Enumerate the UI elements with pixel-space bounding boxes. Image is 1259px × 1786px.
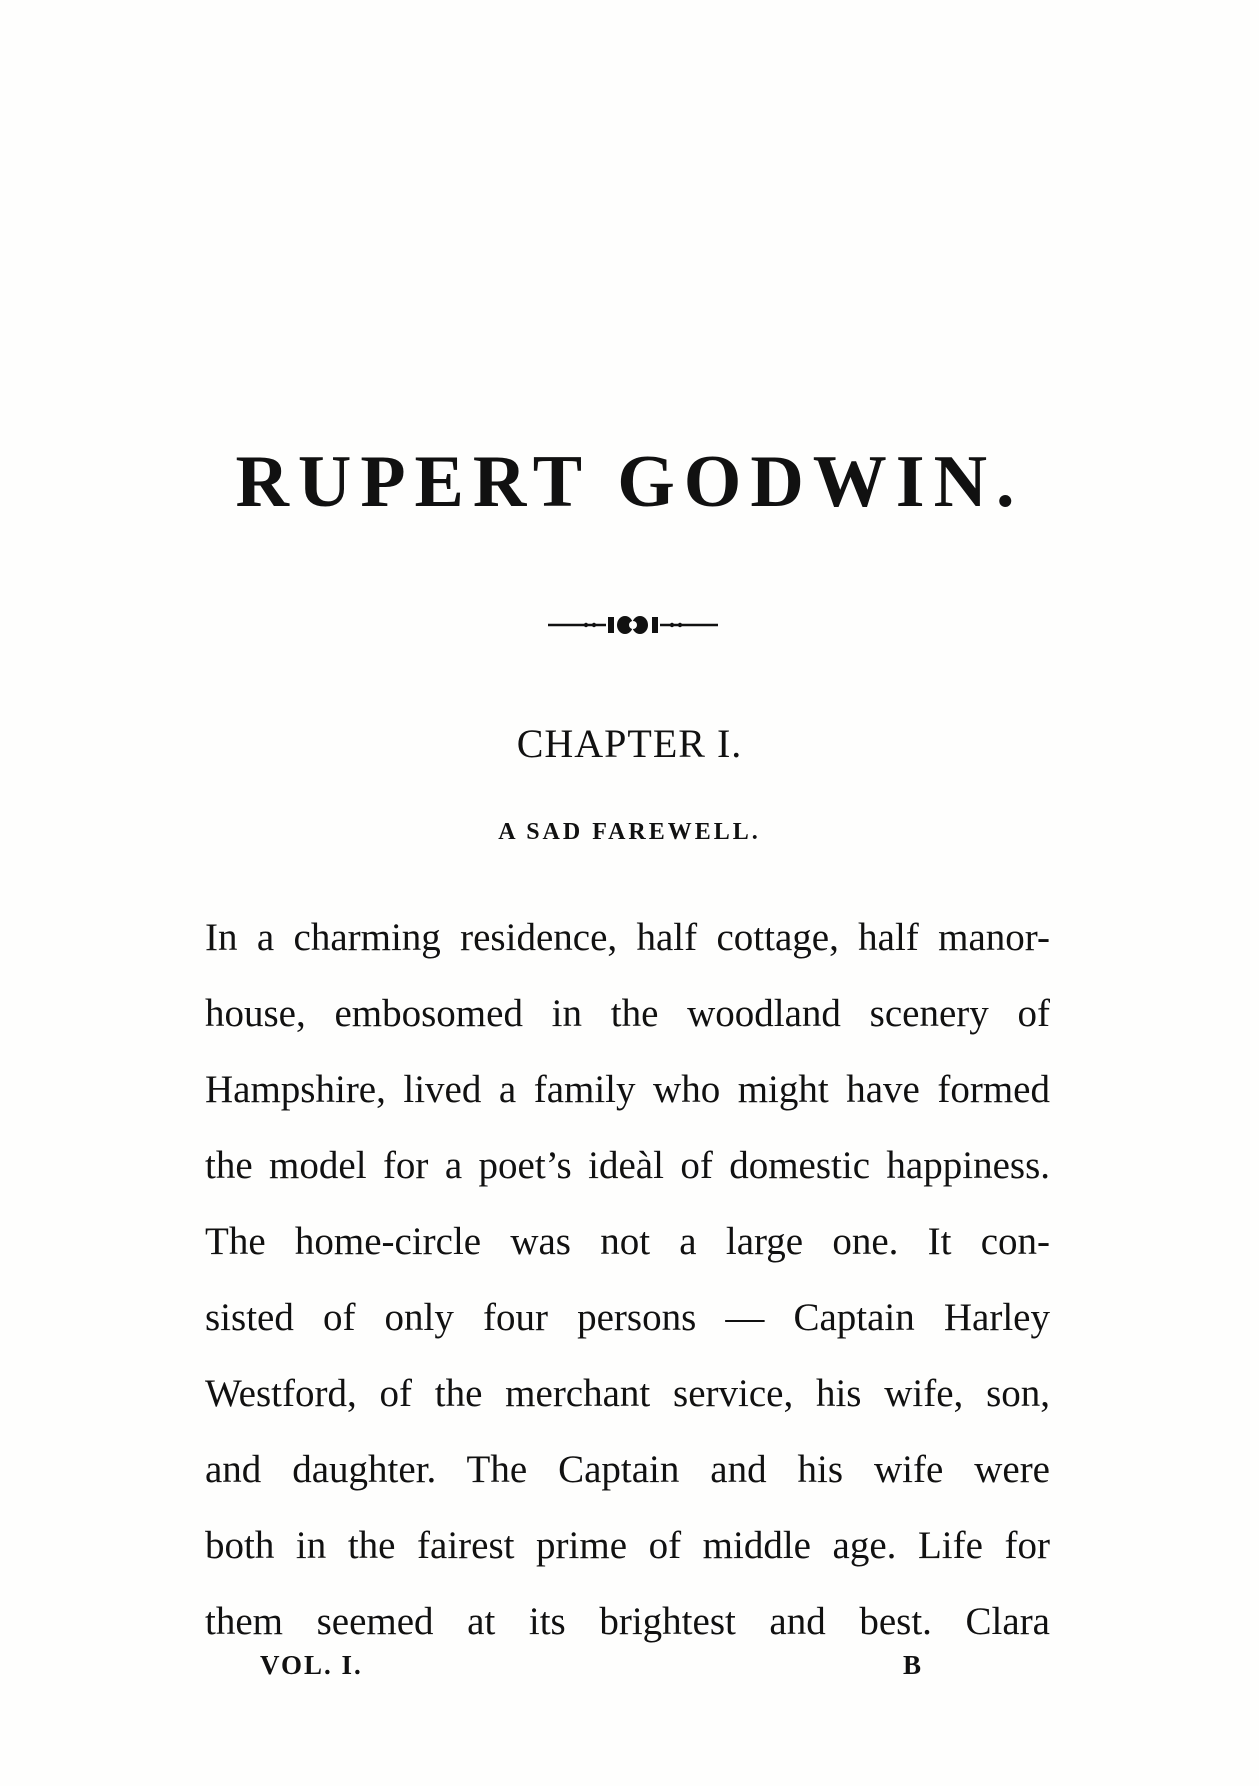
text-line [205,1280,1050,1356]
text-line-content: Hampshire, lived a family who might have formed [205,1068,1050,1111]
chapter-heading: CHAPTER I. [516,721,743,766]
text-line-content: house, embosomed in the woodland scenery of [205,992,1050,1035]
page-footer [0,1650,1259,1690]
signature-mark: B [903,1650,922,1680]
volume-label: VOL. I. [260,1650,363,1680]
text-line [205,1432,1050,1508]
text-line [205,1584,1050,1660]
text-line-content: The home-circle was not a large one. It con- [205,1220,1050,1263]
book-title: RUPERT GODWIN. [235,441,1024,523]
text-line [205,1508,1050,1584]
ornament-divider [548,610,718,640]
chapter-title: A SAD FAREWELL. [498,819,761,845]
text-line [205,1128,1050,1204]
text-line-content: Westford, of the merchant service, his wife, son, [205,1372,1050,1415]
body-text [205,900,1050,1660]
text-line [205,900,1050,976]
text-line [205,1052,1050,1128]
text-line-content: the model for a poet’s ideàl of domestic happiness. [205,1144,1050,1187]
text-line [205,1204,1050,1280]
text-line-content: them seemed at its brightest and best. Clara [205,1600,1050,1643]
text-line-content: both in the fairest prime of middle age. Life for [205,1524,1050,1567]
text-line-content: In a charming residence, half cottage, half manor- [205,916,1050,959]
text-line-content: sisted of only four persons — Captain Harley [205,1296,1050,1339]
text-line-content: and daughter. The Captain and his wife were [205,1448,1050,1491]
text-line [205,1356,1050,1432]
text-line [205,976,1050,1052]
